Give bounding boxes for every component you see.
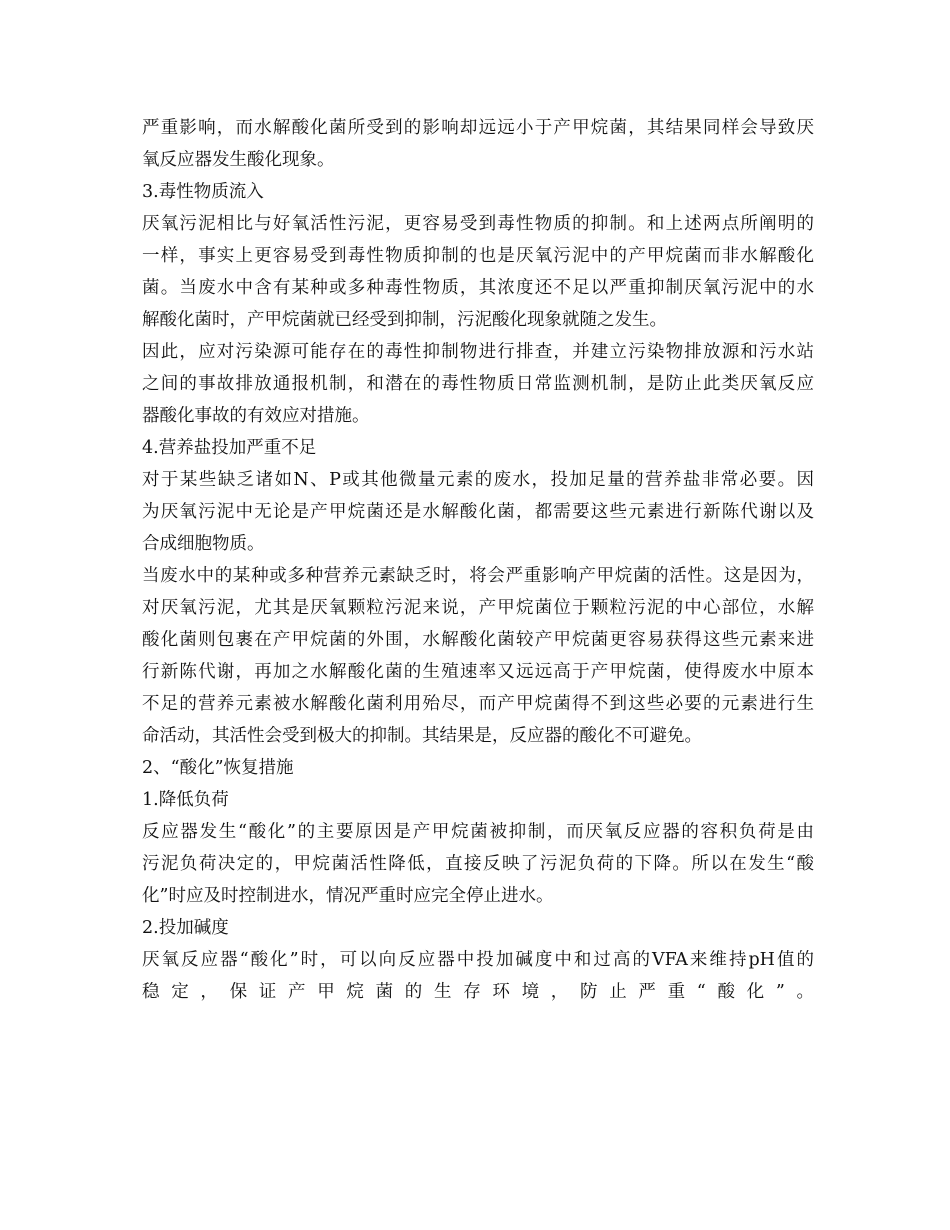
text-line: 不足的营养元素被水解酸化菌利用殆尽，而产甲烷菌得不到这些必要的元素进行生 bbox=[142, 694, 814, 714]
text-line: 对厌氧污泥，尤其是厌氧颗粒污泥来说，产甲烷菌位于颗粒污泥的中心部位，水解 bbox=[142, 598, 814, 618]
text-line: 污泥负荷决定的，甲烷菌活性降低，直接反映了污泥负荷的下降。所以在发生“酸 bbox=[142, 854, 814, 874]
text-line: 合成细胞物质。 bbox=[142, 534, 265, 554]
text-line: 3.毒性物质流入 bbox=[142, 182, 264, 202]
text-line: 1.降低负荷 bbox=[142, 790, 229, 810]
text-line: 因此，应对污染源可能存在的毒性抑制物进行排查，并建立污染物排放源和污水站 bbox=[142, 342, 814, 362]
text-line: 当废水中的某种或多种营养元素缺乏时，将会严重影响产甲烷菌的活性。这是因为， bbox=[142, 566, 814, 586]
text-line: 菌。当废水中含有某种或多种毒性物质，其浓度还不足以严重抑制厌氧污泥中的水 bbox=[142, 278, 814, 298]
text-line: 2.投加碱度 bbox=[142, 918, 229, 938]
document-body bbox=[142, 112, 814, 1008]
text-line: 2、“酸化”恢复措施 bbox=[142, 758, 294, 778]
text-line: 4.营养盐投加严重不足 bbox=[142, 438, 317, 458]
text-line: 化”时应及时控制进水，情况严重时应完全停止进水。 bbox=[142, 886, 554, 906]
text-line: 一样，事实上更容易受到毒性物质抑制的也是厌氧污泥中的产甲烷菌而非水解酸化 bbox=[142, 246, 814, 266]
text-line: 为厌氧污泥中无论是产甲烷菌还是水解酸化菌，都需要这些元素进行新陈代谢以及 bbox=[142, 502, 814, 522]
text-line: 命活动，其活性会受到极大的抑制。其结果是，反应器的酸化不可避免。 bbox=[142, 726, 702, 746]
text-line: 稳定，保证产甲烷菌的生存环境，防止严重“酸化”。 bbox=[142, 982, 814, 1002]
text-line: 严重影响，而水解酸化菌所受到的影响却远远小于产甲烷菌，其结果同样会导致厌 bbox=[142, 118, 814, 138]
text-line: 之间的事故排放通报机制，和潜在的毒性物质日常监测机制，是防止此类厌氧反应 bbox=[142, 374, 814, 394]
text-line: 氧反应器发生酸化现象。 bbox=[142, 150, 335, 170]
text-line: 行新陈代谢，再加之水解酸化菌的生殖速率又远远高于产甲烷菌，使得废水中原本 bbox=[142, 662, 814, 682]
text-line: 酸化菌则包裹在产甲烷菌的外围，水解酸化菌较产甲烷菌更容易获得这些元素来进 bbox=[142, 630, 814, 650]
text-line: 解酸化菌时，产甲烷菌就已经受到抑制，污泥酸化现象就随之发生。 bbox=[142, 310, 667, 330]
text-line: 器酸化事故的有效应对措施。 bbox=[142, 406, 370, 426]
text-line: 反应器发生“酸化”的主要原因是产甲烷菌被抑制，而厌氧反应器的容积负荷是由 bbox=[142, 822, 814, 842]
text-line: 对于某些缺乏诸如N、P或其他微量元素的废水，投加足量的营养盐非常必要。因 bbox=[142, 470, 814, 490]
text-line: 厌氧反应器“酸化”时，可以向反应器中投加碱度中和过高的VFA来维持pH值的 bbox=[142, 950, 814, 970]
text-line: 厌氧污泥相比与好氧活性污泥，更容易受到毒性物质的抑制。和上述两点所阐明的 bbox=[142, 214, 814, 234]
